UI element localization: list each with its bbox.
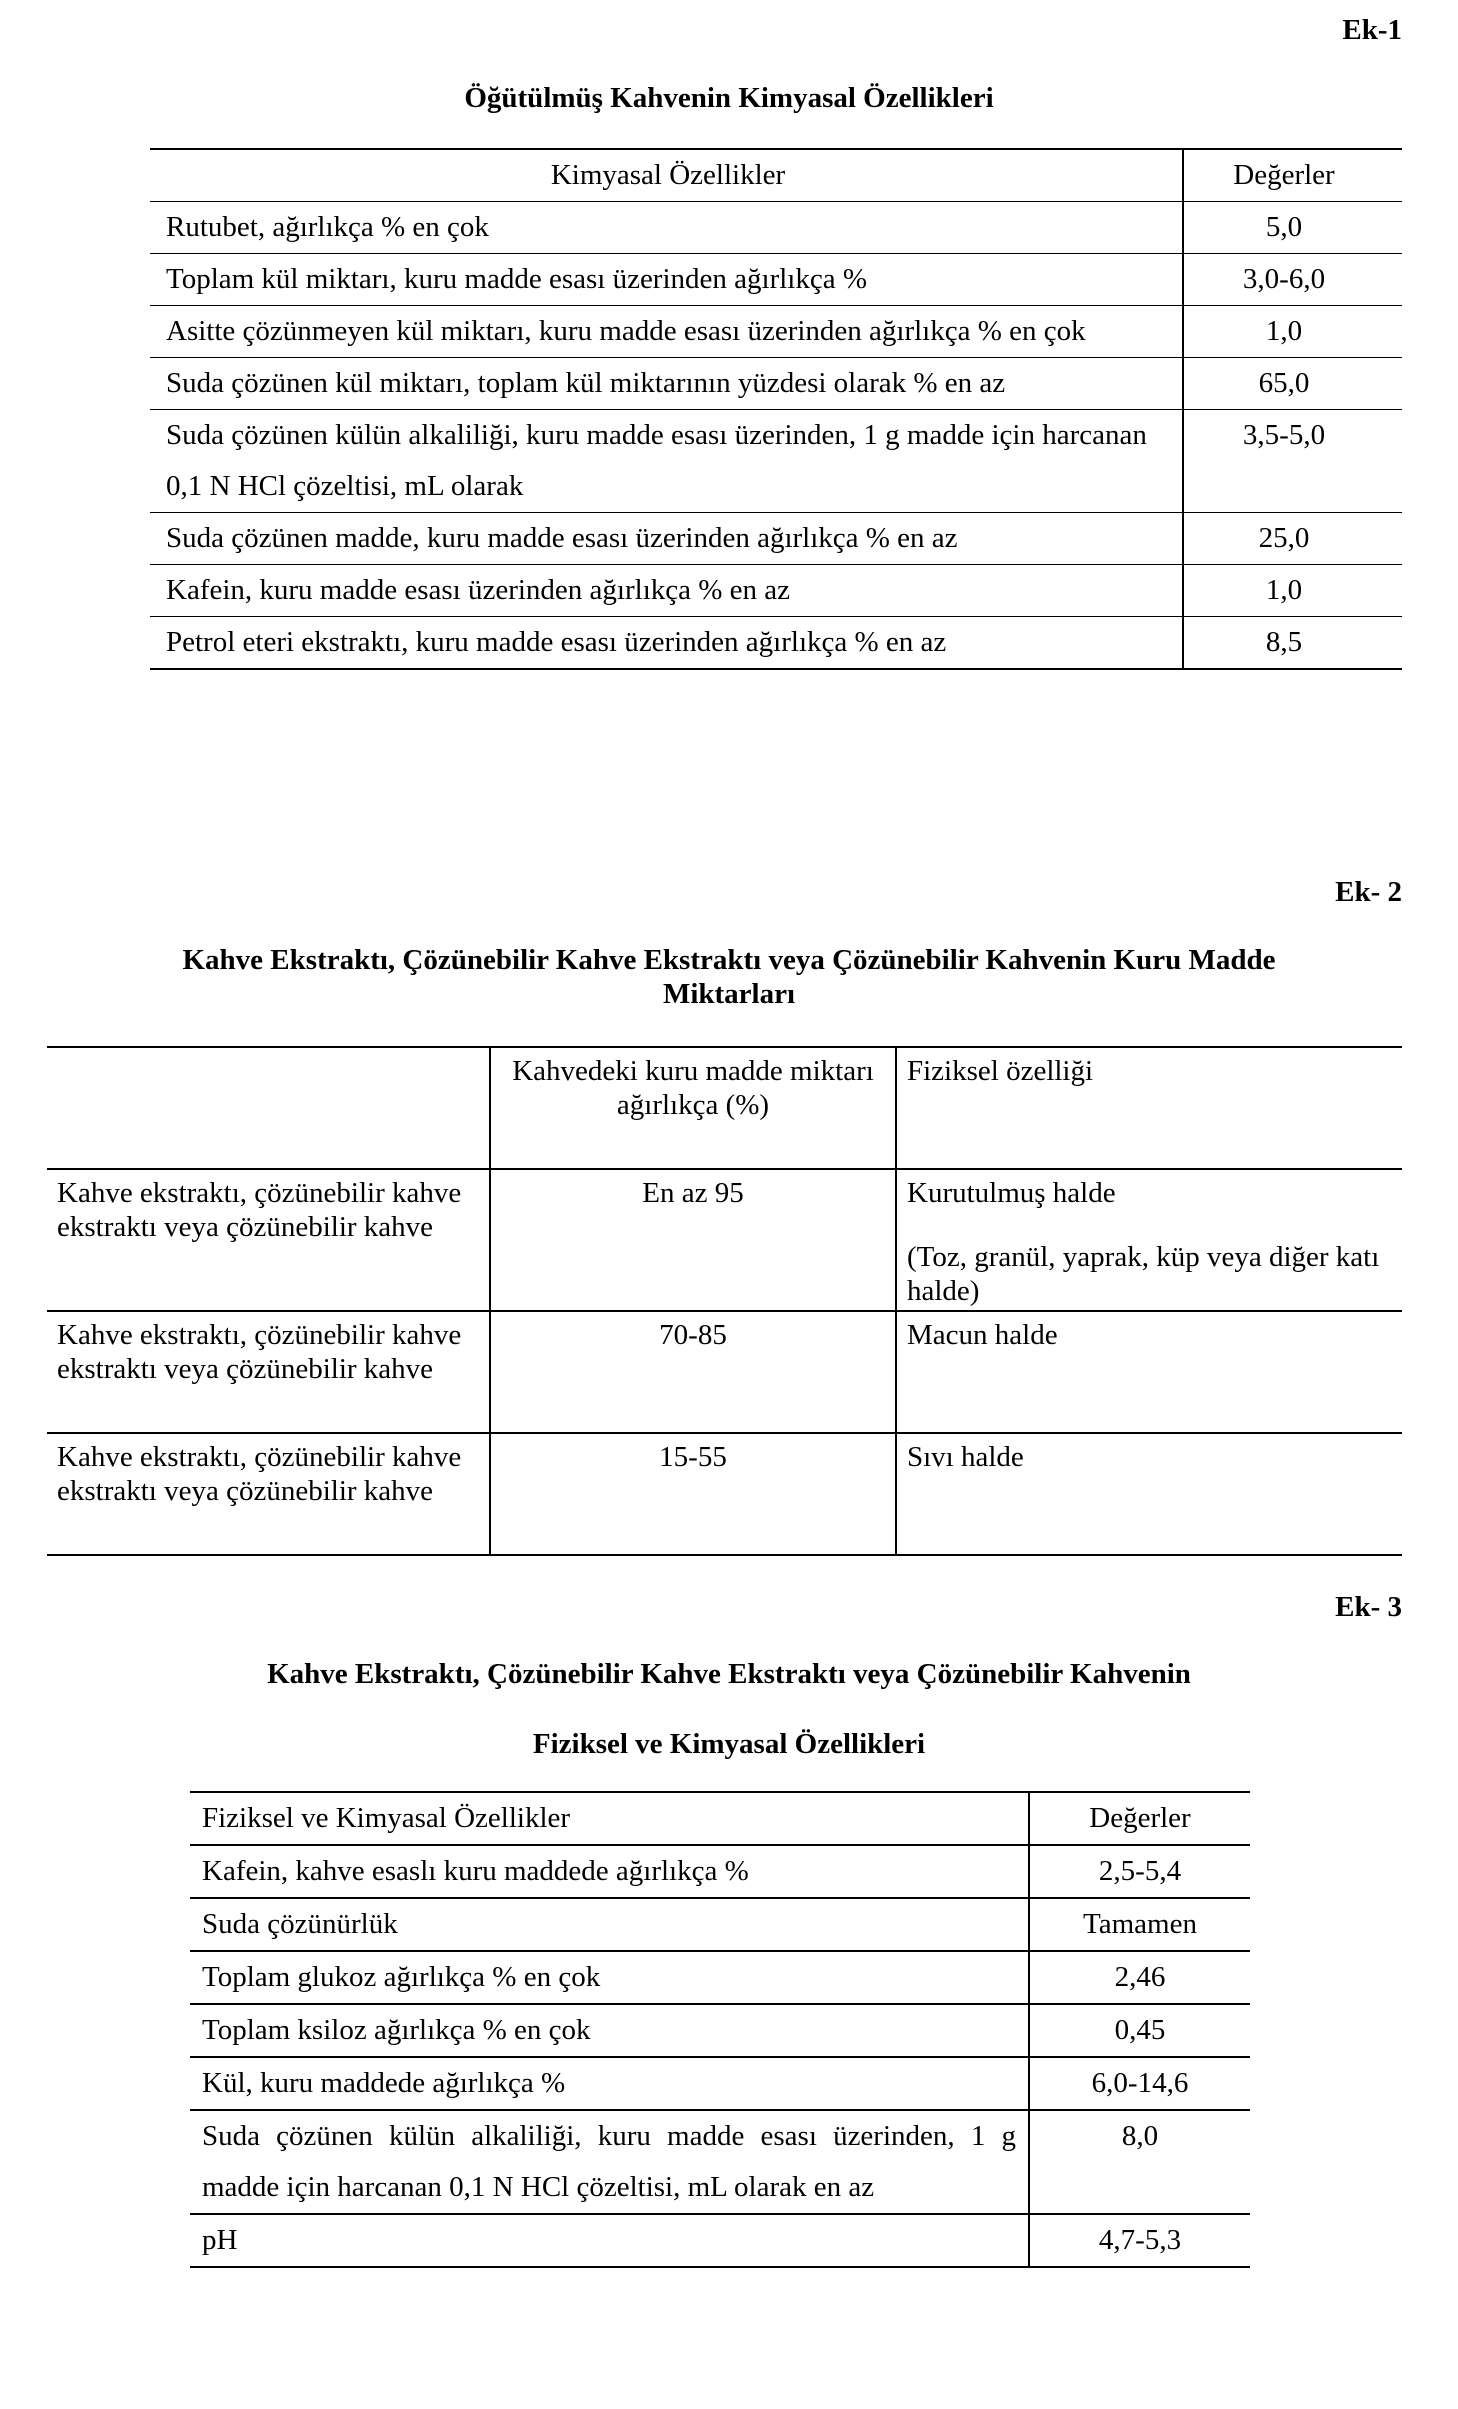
property-cell: Toplam kül miktarı, kuru madde esası üzerinden ağırlıkça % bbox=[150, 254, 1183, 306]
property-cell: Suda çözünen madde, kuru madde esası üzerinden ağırlıkça % en az bbox=[150, 513, 1183, 565]
table-row bbox=[150, 565, 1402, 617]
table-row bbox=[150, 306, 1402, 358]
table-header-row bbox=[190, 1792, 1250, 1845]
ek1-table bbox=[150, 148, 1402, 670]
property-cell: Toplam glukoz ağırlıkça % en çok bbox=[190, 1951, 1029, 2004]
header-cell: Değerler bbox=[1183, 149, 1402, 202]
value-cell: 0,45 bbox=[1029, 2004, 1250, 2057]
table-row bbox=[190, 2057, 1250, 2110]
property-cell: Kafein, kahve esaslı kuru maddede ağırlıkça % bbox=[190, 1845, 1029, 1898]
table-row bbox=[190, 1845, 1250, 1898]
ek2-label: Ek- 2 bbox=[1335, 876, 1402, 908]
property-cell: pH bbox=[190, 2214, 1029, 2267]
table-header-row bbox=[150, 149, 1402, 202]
table-row bbox=[150, 513, 1402, 565]
ek3-title-line2: Fiziksel ve Kimyasal Özellikleri bbox=[532, 1728, 926, 1760]
value-cell: 1,0 bbox=[1183, 565, 1402, 617]
ek2-table bbox=[47, 1046, 1402, 1556]
table-row bbox=[47, 1169, 1402, 1311]
table-row bbox=[47, 1433, 1402, 1555]
value-cell: 8,0 bbox=[1029, 2110, 1250, 2214]
value-cell: 3,5-5,0 bbox=[1183, 410, 1402, 513]
header-cell: Kahvedeki kuru madde miktarı ağırlıkça (%) bbox=[490, 1047, 896, 1169]
value-cell: 5,0 bbox=[1183, 202, 1402, 254]
table-row bbox=[150, 410, 1402, 513]
table-row bbox=[150, 617, 1402, 670]
amount-cell: En az 95 bbox=[490, 1169, 896, 1311]
table-row bbox=[190, 2004, 1250, 2057]
table-row bbox=[190, 1951, 1250, 2004]
product-cell: Kahve ekstraktı, çözünebilir kahve ekstraktı veya çözünebilir kahve bbox=[47, 1311, 490, 1433]
ek3-label: Ek- 3 bbox=[1335, 1591, 1402, 1623]
table-row bbox=[150, 202, 1402, 254]
table-row bbox=[190, 2214, 1250, 2267]
value-cell: 3,0-6,0 bbox=[1183, 254, 1402, 306]
header-cell: Kimyasal Özellikler bbox=[150, 149, 1183, 202]
property-cell: Suda çözünürlük bbox=[190, 1898, 1029, 1951]
property-cell: Suda çözünen külün alkaliliği, kuru madde esası üzerinden, 1 g madde için harcanan 0,1 N HCl çözeltisi, mL olarak bbox=[150, 410, 1183, 513]
table-row bbox=[150, 254, 1402, 306]
ek2-title-line2: Miktarları bbox=[662, 978, 796, 1010]
table-row bbox=[190, 2110, 1250, 2214]
value-cell: 1,0 bbox=[1183, 306, 1402, 358]
ek2-title-line1: Kahve Ekstraktı, Çözünebilir Kahve Ekstraktı veya Çözünebilir Kahvenin Kuru Madde bbox=[182, 944, 1276, 976]
property-cell: Asitte çözünmeyen kül miktarı, kuru madde esası üzerinden ağırlıkça % en çok bbox=[150, 306, 1183, 358]
property-cell: Kafein, kuru madde esası üzerinden ağırlıkça % en az bbox=[150, 565, 1183, 617]
header-cell bbox=[47, 1047, 490, 1169]
table-row bbox=[150, 358, 1402, 410]
physical-note: (Toz, granül, yaprak, küp veya diğer katı halde) bbox=[907, 1241, 1380, 1307]
product-cell: Kahve ekstraktı, çözünebilir kahve ekstraktı veya çözünebilir kahve bbox=[47, 1169, 490, 1311]
property-cell: Toplam ksiloz ağırlıkça % en çok bbox=[190, 2004, 1029, 2057]
property-cell: Kül, kuru maddede ağırlıkça % bbox=[190, 2057, 1029, 2110]
property-cell: Petrol eteri ekstraktı, kuru madde esası üzerinden ağırlıkça % en az bbox=[150, 617, 1183, 670]
ek3-table bbox=[190, 1791, 1250, 2268]
header-cell: Fiziksel ve Kimyasal Özellikler bbox=[190, 1792, 1029, 1845]
physical-state: Kurutulmuş halde bbox=[907, 1177, 1116, 1209]
header-cell: Değerler bbox=[1029, 1792, 1250, 1845]
value-cell: 2,46 bbox=[1029, 1951, 1250, 2004]
table-row bbox=[47, 1311, 1402, 1433]
value-cell: 4,7-5,3 bbox=[1098, 2224, 1182, 2256]
physical-cell bbox=[896, 1169, 1402, 1311]
ek3-title-line1: Kahve Ekstraktı, Çözünebilir Kahve Ekstraktı veya Çözünebilir Kahvenin bbox=[267, 1658, 1191, 1690]
physical-cell: Sıvı halde bbox=[907, 1441, 1024, 1473]
property-cell: Rutubet, ağırlıkça % en çok bbox=[150, 202, 1183, 254]
value-cell: 25,0 bbox=[1183, 513, 1402, 565]
property-cell: Suda çözünen kül miktarı, toplam kül miktarının yüzdesi olarak % en az bbox=[150, 358, 1183, 410]
value-cell: 2,5-5,4 bbox=[1029, 1845, 1250, 1898]
value-cell: 8,5 bbox=[1265, 626, 1303, 658]
header-cell: Fiziksel özelliği bbox=[896, 1047, 1402, 1169]
value-cell: 6,0-14,6 bbox=[1029, 2057, 1250, 2110]
amount-cell: 15-55 bbox=[490, 1433, 896, 1555]
ek1-title: Öğütülmüş Kahvenin Kimyasal Özellikleri bbox=[464, 82, 994, 114]
value-cell: Tamamen bbox=[1029, 1898, 1250, 1951]
table-row bbox=[190, 1898, 1250, 1951]
amount-cell: 70-85 bbox=[490, 1311, 896, 1433]
table-header-row bbox=[47, 1047, 1402, 1169]
value-cell: 65,0 bbox=[1183, 358, 1402, 410]
physical-cell: Macun halde bbox=[896, 1311, 1402, 1433]
property-cell: Suda çözünen külün alkaliliği, kuru madde esası üzerinden, 1 g madde için harcanan 0,1 N HCl çözeltisi, mL olarak en az bbox=[190, 2110, 1029, 2214]
product-cell: Kahve ekstraktı, çözünebilir kahve ekstraktı veya çözünebilir kahve bbox=[47, 1433, 490, 1555]
ek1-label: Ek-1 bbox=[1342, 14, 1402, 46]
